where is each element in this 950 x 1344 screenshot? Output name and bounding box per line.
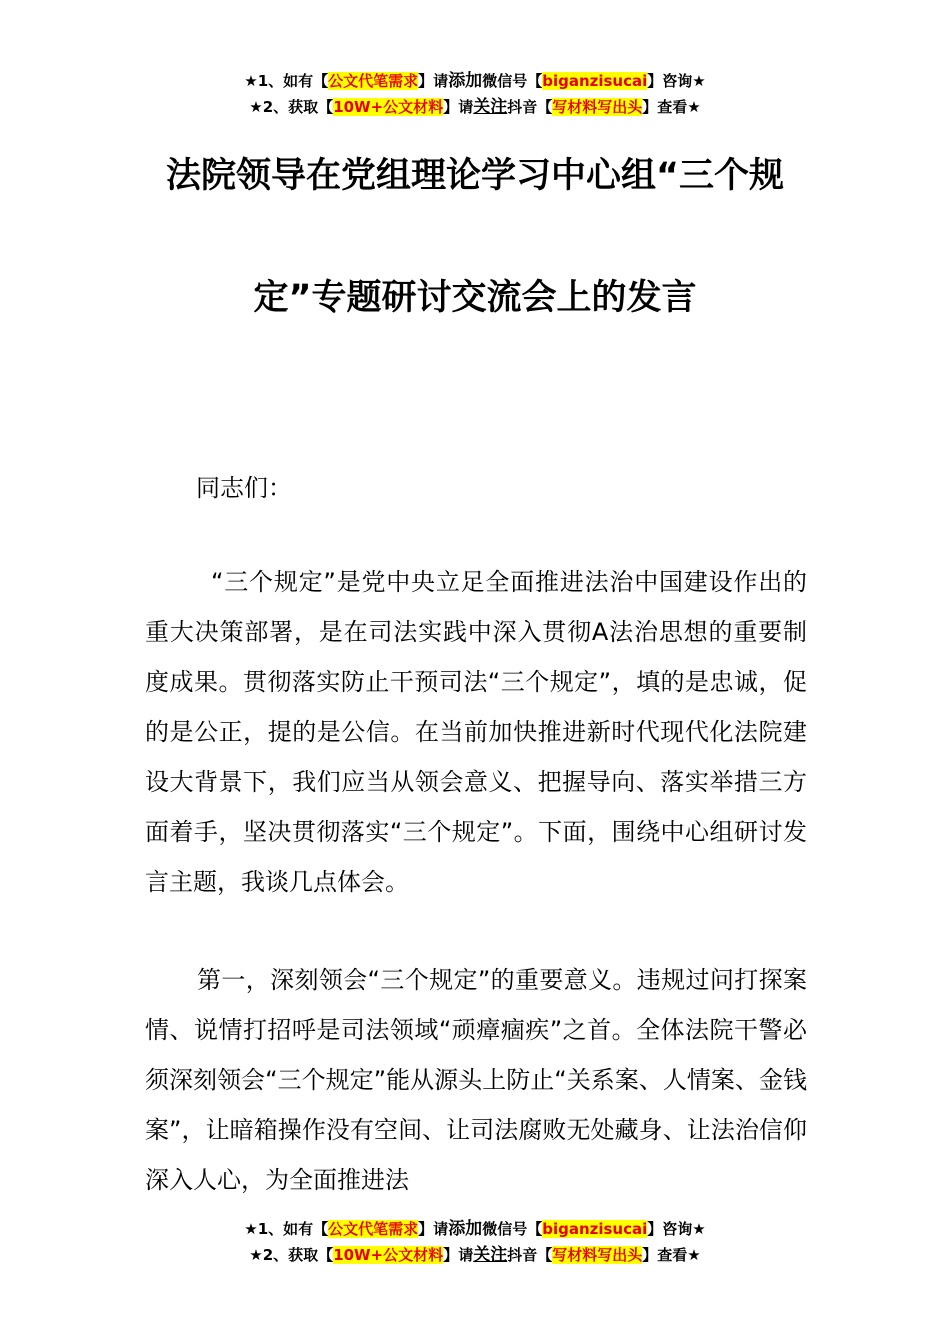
paragraph-1	[145, 557, 807, 907]
footer-text: ★1、如有【	[244, 1220, 329, 1238]
paragraph-2	[145, 955, 807, 1205]
document-title-line-2: 定”专题研讨交流会上的发言	[253, 278, 697, 318]
footer-text: 抖音【	[507, 1246, 553, 1264]
header-line-2	[0, 94, 950, 120]
douyin-id: 写材料写出头	[552, 1246, 643, 1264]
header-text: 添加	[448, 71, 483, 91]
header-text: 抖音【	[507, 98, 553, 116]
highlight-text: 公文代笔需求	[328, 1220, 419, 1238]
paragraph-text: “三个规定”是党中央立足全面推进法治中国建设作出的重大决策部署，是在司法实践中深入贯彻A法治思想的重要制度成果。贯彻落实防止干预司法“三个规定”，填的是忠诚，促的是公正，提的是公信。在当前加快推进新时代现代化法院建设大背景下，我们应当从领会意义、把握导向、落实举措三方面着手，坚决贯彻落实“三个规定”。下面，围绕中心组研讨发言主题，我谈几点体会。	[145, 568, 807, 896]
highlight-text: 10W+公文材料	[333, 98, 444, 116]
footer-text: 】请	[443, 1246, 474, 1264]
header-line-1	[0, 68, 950, 94]
greeting: 同志们：	[196, 474, 292, 502]
douyin-id: 写材料写出头	[552, 98, 643, 116]
header-text: ★2、获取【	[249, 98, 334, 116]
footer-line-1	[0, 1216, 950, 1242]
header-banner	[0, 68, 950, 120]
paragraph-text: 第一，深刻领会“三个规定”的重要意义。违规过问打探案情、说情打招呼是司法领域“顽瘴痼疾”之首。全体法院干警必须深刻领会“三个规定”能从源头上防止“关系案、人情案、金钱案”，让暗箱操作没有空间、让司法腐败无处藏身、让法治信仰深入人心，为全面推进法	[145, 966, 807, 1194]
highlight-text: 10W+公文材料	[333, 1246, 444, 1264]
footer-text: 关注	[473, 1245, 508, 1265]
footer-text: ★2、获取【	[249, 1246, 334, 1264]
footer-text: 添加	[448, 1219, 483, 1239]
wechat-id: biganzisucai	[542, 1220, 648, 1238]
header-text: 微信号【	[482, 72, 543, 90]
footer-text: 微信号【	[482, 1220, 543, 1238]
wechat-id: biganzisucai	[542, 72, 648, 90]
header-text: 】查看★	[642, 98, 701, 116]
footer-line-2	[0, 1242, 950, 1268]
highlight-text: 公文代笔需求	[328, 72, 419, 90]
footer-banner	[0, 1216, 950, 1268]
header-text: 】请	[443, 98, 474, 116]
header-text: 】请	[418, 72, 449, 90]
footer-text: 】咨询★	[647, 1220, 706, 1238]
header-text: 】咨询★	[647, 72, 706, 90]
footer-text: 】请	[418, 1220, 449, 1238]
document-title-line-1: 法院领导在党组理论学习中心组“三个规	[165, 156, 784, 196]
footer-text: 】查看★	[642, 1246, 701, 1264]
header-text: 关注	[473, 97, 508, 117]
header-text: ★1、如有【	[244, 72, 329, 90]
